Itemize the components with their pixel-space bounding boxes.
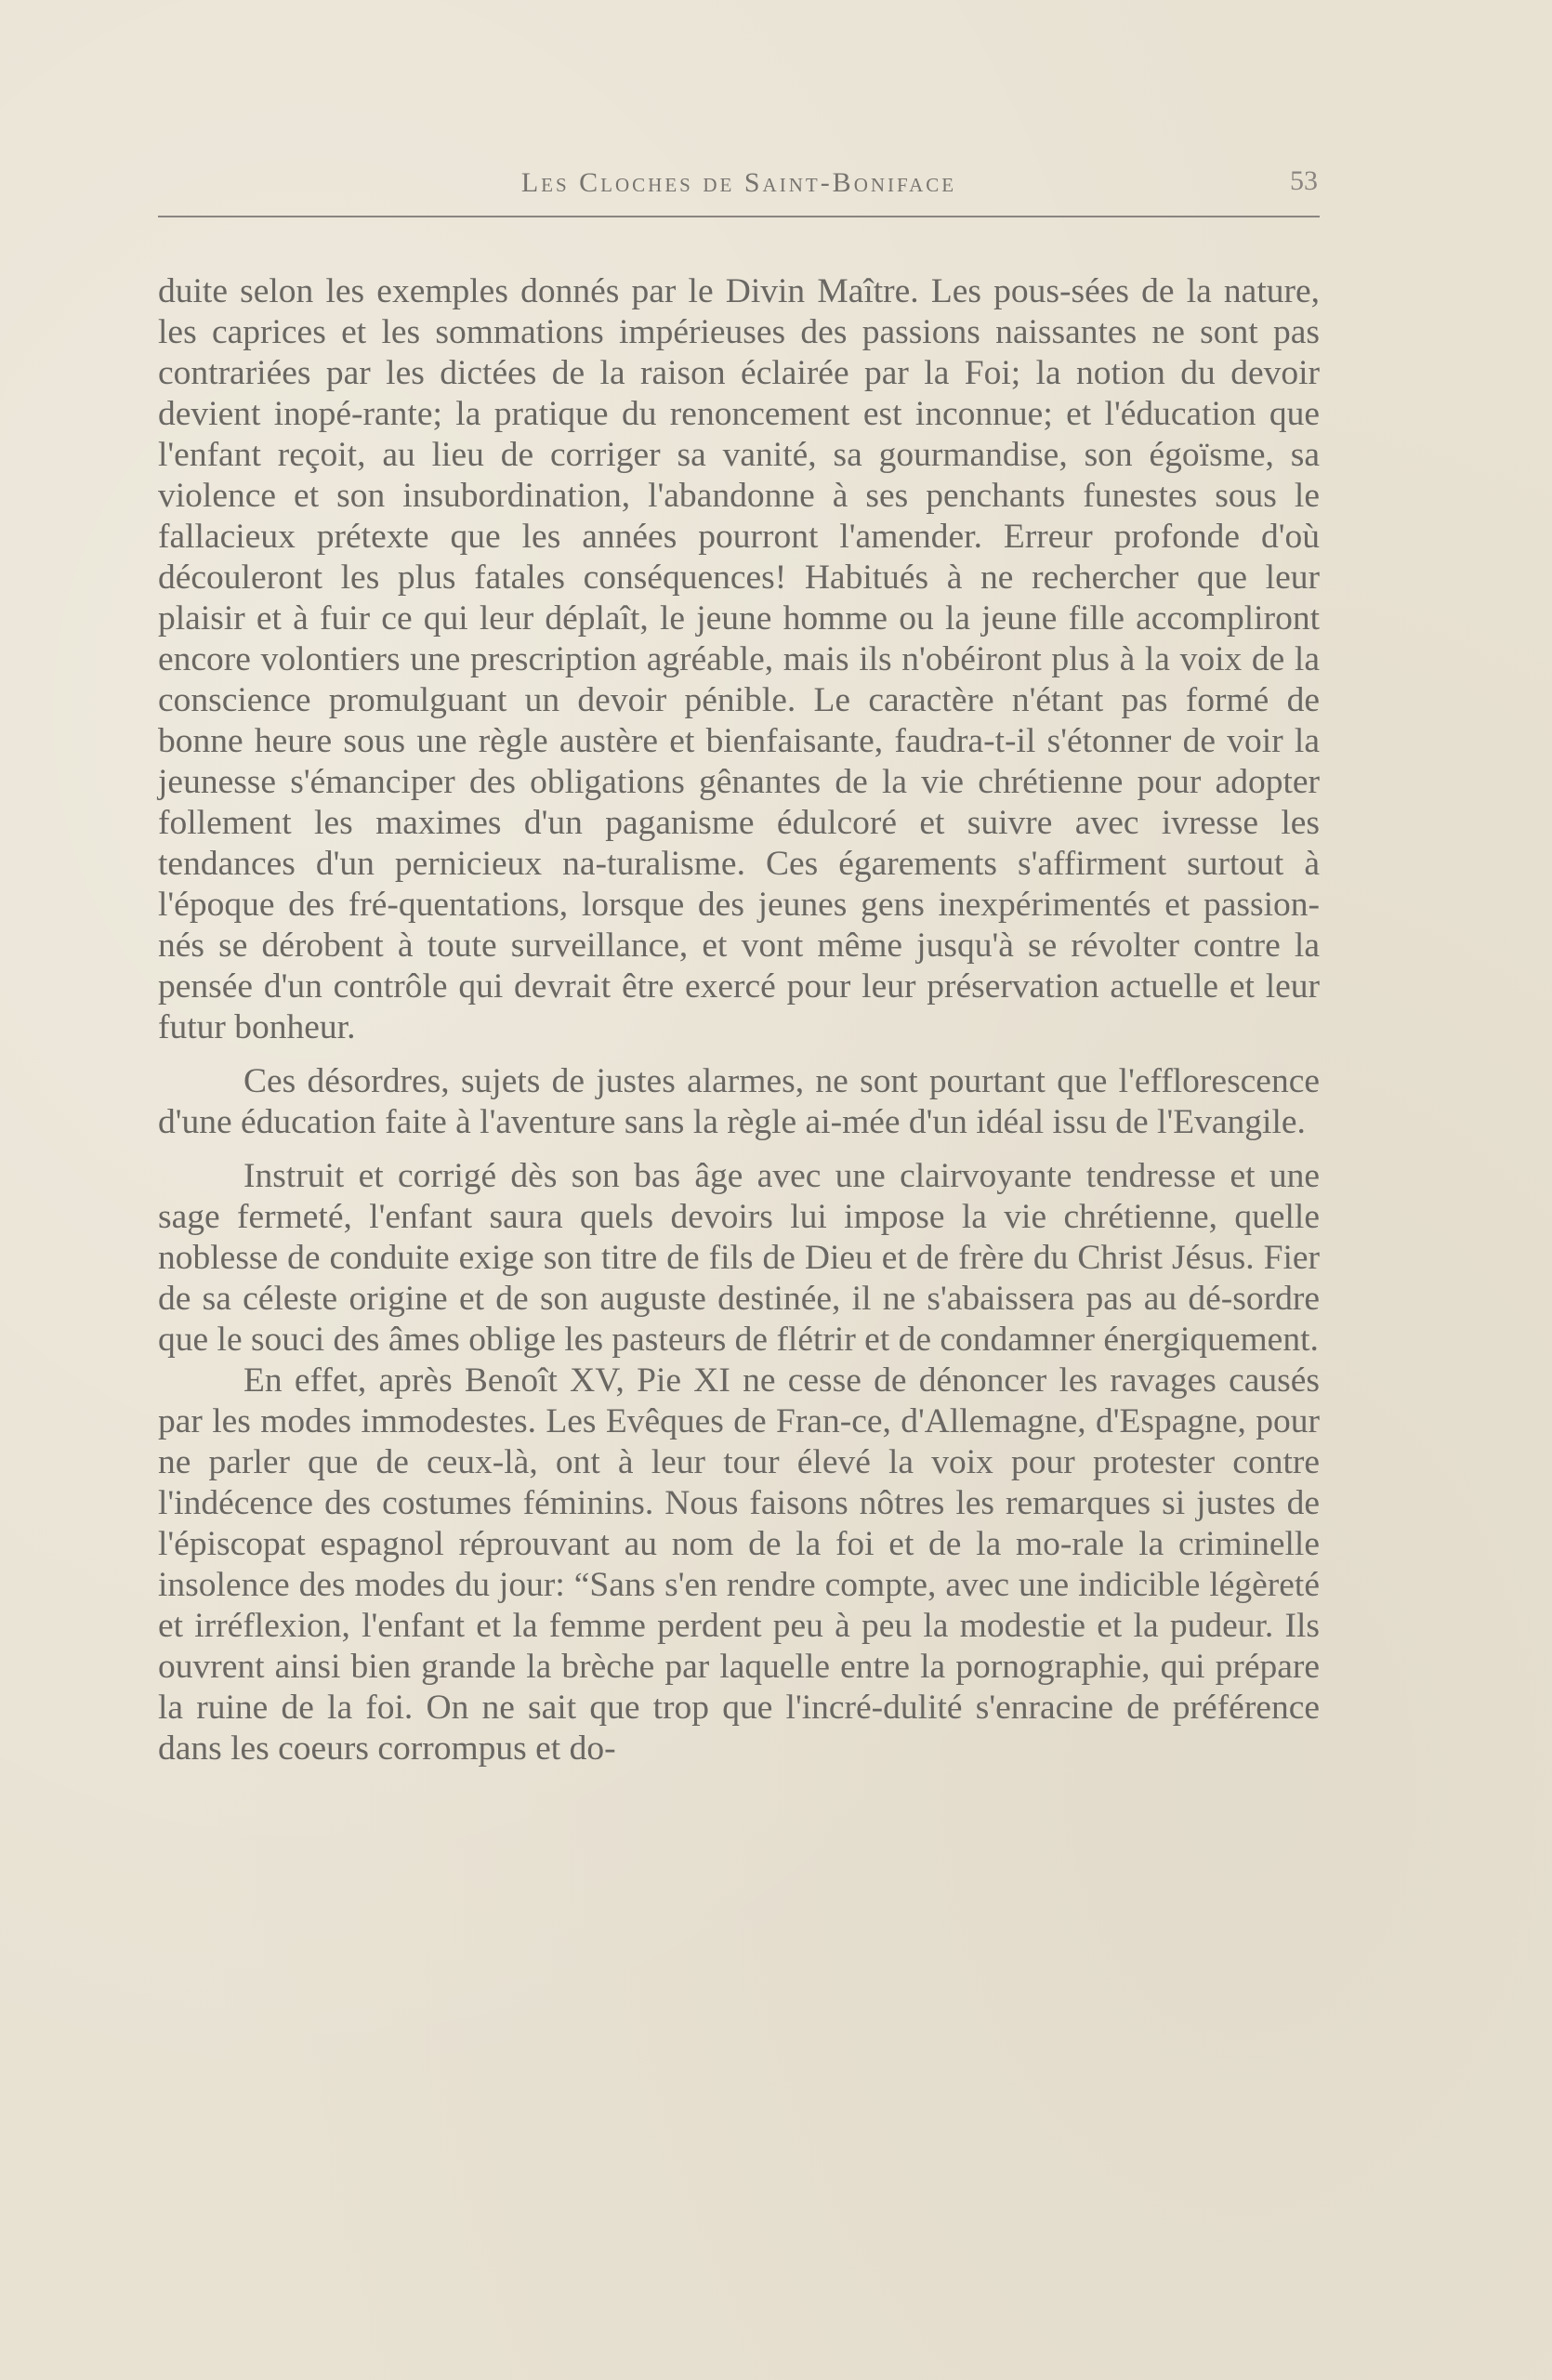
paragraph-1: duite selon les exemples donnés par le Divin Maître. Les pous-sées de la nature, les caprices et les sommations impérieuses des passions naissantes ne sont pas contrariées par les dictées de la raison éclairée par la Foi; la notion du devoir devient inopé-rante; la pratique du renoncement est inconnue; et l'éducation que l'enfant reçoit, au lieu de corriger sa vanité, sa gourmandise, son égoïsme, sa violence et son insubordination, l'abandonne à ses penchants funestes sous le fallacieux prétexte que les années pourront l'amender. Erreur profonde d'où découleront les plus fatales conséquences! Habitués à ne rechercher que leur plaisir et à fuir ce qui leur déplaît, le jeune homme ou la jeune fille accompliront encore volontiers une prescription agréable, mais ils n'obéiront plus à la voix de la conscience promulguant un devoir pénible. Le caractère n'étant pas formé de bonne heure sous une règle austère et bienfaisante, faudra-t-il s'étonner de voir la jeunesse s'émanciper des obligations gênantes de la vie chrétienne pour adopter follement les maximes d'un paganisme édulcoré et suivre avec ivresse les tendances d'un pernicieux na-turalisme. Ces égarements s'affirment surtout à l'époque des fré-quentations, lorsque des jeunes gens inexpérimentés et passion-nés se dérobent à toute surveillance, et vont même jusqu'à se révolter contre la pensée d'un contrôle qui devrait être exercé pour leur préservation actuelle et leur futur bonheur. [158,272,1320,1046]
paragraph-4: En effet, après Benoît XV, Pie XI ne cesse de dénoncer les ravages causés par les modes immodestes. Les Evêques de Fran-ce, d'Allemagne, d'Espagne, pour ne parler que de ceux-là, ont à leur tour élevé la voix pour protester contre l'indécence des costumes féminins. Nous faisons nôtres les remarques si justes de l'épiscopat espagnol réprouvant au nom de la foi et de la mo-rale la criminelle insolence des modes du jour: “Sans s'en rendre compte, avec une indicible légèreté et irréflexion, l'enfant et la femme perdent peu à peu la modestie et la pudeur. Ils ouvrent ainsi bien grande la brèche par laquelle entre la pornographie, qui prépare la ruine de la foi. On ne sait que trop que l'incré-dulité s'enracine de préférence dans les coeurs corrompus et do- [158,1361,1320,1768]
paragraph-2: Ces désordres, sujets de justes alarmes, ne sont pourtant que l'efflorescence d'une éducation faite à l'aventure sans la règle ai-mée d'un idéal issu de l'Evangile. [158,1062,1320,1141]
page-number: 53 [1290,165,1318,196]
paragraph-3: Instruit et corrigé dès son bas âge avec une clairvoyante tendresse et une sage fermeté, l'enfant saura quels devoirs lui impose la vie chrétienne, quelle noblesse de conduite exige son titre de fils de Dieu et de frère du Christ Jésus. Fier de sa céleste origine et de son auguste destinée, il ne s'abaissera pas au dé-sordre que le souci des âmes oblige les pasteurs de flétrir et de condamner énergiquement. [158,1157,1320,1359]
body-text [158,271,1320,1769]
running-header [158,158,1320,217]
book-page [158,158,1320,2249]
running-title: Les Cloches de Saint-Boniface [520,167,957,198]
